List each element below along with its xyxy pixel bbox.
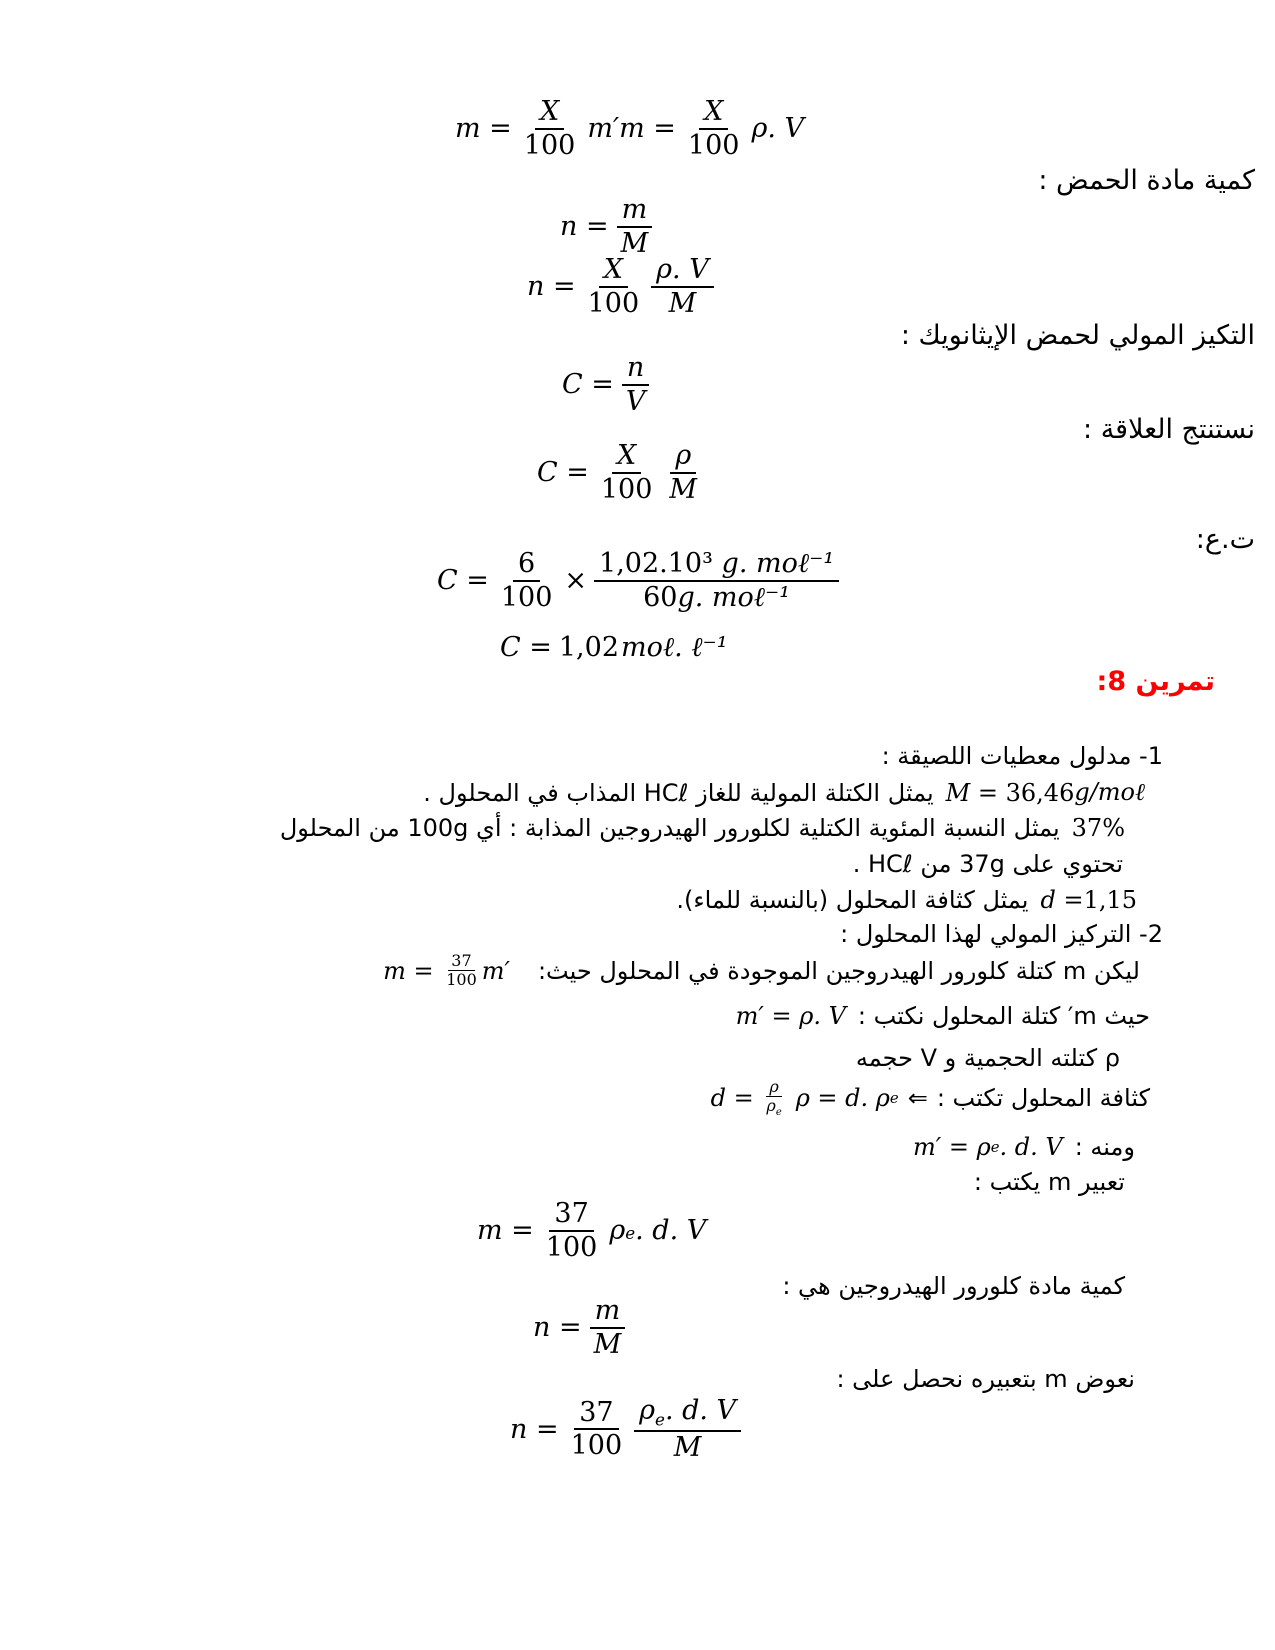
line-density (676, 886, 1137, 914)
equation-mass-from-percent (455, 96, 804, 162)
line-hence (913, 1133, 1135, 1161)
line-text: كثافة المحلول تكتب : (936, 1084, 1150, 1113)
line-density-relation (711, 1078, 1150, 1119)
equation-concentration-def (562, 352, 650, 418)
fraction: $\frac{m}{M}$ (616, 194, 654, 260)
line-contains-37g (853, 850, 1123, 878)
math-lhs: C = (562, 369, 614, 401)
inline-formula-m: m = $\frac{37}{100}$ m′ (383, 951, 510, 990)
math-lhs: m = (455, 113, 512, 145)
inline-formula-rho: ρ = d. ρ e (795, 1084, 899, 1113)
inline-math: m′ = ρ e . d. V (913, 1133, 1063, 1161)
exercise-8-title (1097, 666, 1215, 697)
line-text: يمثل النسبة المئوية الكتلية لكلورور الهيدروجين المذابة : أي 100g من المحلول (279, 814, 1060, 842)
math-lhs: C = (537, 457, 589, 489)
line-text: نعوض m بتعبيره نحصل على : (836, 1365, 1135, 1393)
fraction: $\frac{\rho}{M}$ (669, 440, 698, 505)
math-tail: ρ. V (751, 113, 804, 145)
line-molar-mass (423, 778, 1145, 807)
equation-mole-amount (560, 194, 653, 260)
math-lhs: n = (527, 271, 576, 303)
equation-final-mole (510, 1395, 741, 1464)
equation-result (500, 632, 728, 663)
line-substitute-m (836, 1365, 1135, 1393)
math-tail: ρ e . d. V (609, 1215, 707, 1247)
math-lhs: m = (477, 1215, 534, 1247)
fraction: $\frac{\rho. V}{M}$ (651, 254, 714, 320)
fraction: $\frac{m}{M}$ (589, 1295, 627, 1361)
title-text: تمرين 8: (1096, 666, 1215, 697)
heading-text: التكيز المولي لحمض الإيثانويك : (900, 320, 1255, 351)
line-text: حيث m′ كتلة المحلول نكتب : (857, 1002, 1150, 1030)
fraction: $\frac{X}{100}$ (523, 96, 576, 161)
fraction: $\frac{6}{100}$ (500, 548, 553, 613)
heading-text: كمية مادة الحمض : (1038, 165, 1255, 196)
left-double-arrow-icon: ⇐ (907, 1084, 928, 1113)
math-value: 1,02 (558, 632, 619, 663)
line-text: 1- مدلول معطيات اللصيقة : (881, 742, 1163, 770)
line-expression-of-m (974, 1168, 1125, 1196)
line-text: يمثل كثافة المحلول (بالنسبة للماء). (676, 886, 1029, 914)
math-lhs: n = (560, 211, 609, 243)
line-text: 2- التركيز المولي لهذا المحلول : (840, 920, 1163, 948)
heading-numeric-application (1196, 524, 1255, 555)
inline-math: m′ = ρ. V (735, 1002, 846, 1030)
inline-math: M = 36,46 g/moℓ (945, 778, 1145, 807)
fraction: $\frac{37}{100}$ (545, 1198, 598, 1263)
fraction: $\frac{X}{100}$ (687, 96, 740, 161)
line-label-data-meaning (882, 742, 1163, 770)
heading-acid-amount (1038, 165, 1255, 196)
equation-numeric-application (437, 548, 839, 614)
fraction: $\frac{X}{100}$ (587, 254, 640, 319)
heading-text: ت.ع: (1195, 524, 1255, 555)
math-unit: moℓ. ℓ⁻¹ (621, 632, 728, 663)
line-molar-concentration-item (840, 920, 1163, 948)
line-solution-mass (736, 1002, 1150, 1030)
fraction: $\frac{\rho_e. d. V}{M}$ (634, 1395, 741, 1464)
math-mid: m′m = (587, 113, 676, 145)
inline-formula-d: d = $\frac{\rho}{\rho_e}$ (711, 1078, 787, 1119)
heading-molar-concentration (901, 320, 1255, 351)
fraction: $\frac{n}{V}$ (621, 352, 651, 418)
fraction: $\frac{\rho}{\rho_e}$ (766, 1077, 782, 1119)
math-lhs: n = (510, 1413, 559, 1445)
line-amount-hcl (782, 1272, 1125, 1300)
line-volumetric-mass (856, 1044, 1120, 1072)
math-lhs: n = (533, 1312, 582, 1344)
line-mass-percentage (280, 814, 1125, 842)
inline-math: d = 1,15 (1040, 886, 1137, 914)
heading-deduce-relation (1083, 414, 1255, 445)
line-text: ρ كتلته الحجمية و V حجمه (855, 1044, 1120, 1072)
equation-mole-def (533, 1295, 626, 1361)
inline-math: 37% (1071, 814, 1125, 842)
fraction: $\frac{37}{100}$ (446, 951, 477, 990)
math-lhs: C = (500, 632, 552, 663)
math-lhs: C = (437, 565, 489, 597)
line-text: تحتوي على 37g من HCℓ . (852, 850, 1123, 878)
line-text: تعبير m يكتب : (973, 1168, 1125, 1196)
line-text: يمثل الكتلة المولية للغاز HCℓ المذاب في المحلول . (423, 778, 934, 807)
equation-mass-expression (477, 1198, 706, 1264)
equation-concentration-relation (537, 440, 702, 506)
line-text: كمية مادة كلورور الهيدروجين هي : (782, 1272, 1125, 1300)
line-let-m (383, 952, 1140, 990)
line-text: ليكن m كتلة كلورور الهيدروجين الموجودة في المحلول حيث: (537, 956, 1140, 985)
times-sign: × (564, 565, 588, 597)
heading-text: نستنتج العلاقة : (1083, 414, 1255, 445)
line-text: ومنه : (1074, 1133, 1135, 1161)
fraction: $\frac{X}{100}$ (600, 440, 653, 505)
fraction: $\frac{\text{1,02.10³ g. moℓ⁻¹}}{\text{60g. moℓ⁻¹}}$ (594, 548, 839, 614)
equation-mole-expanded (527, 254, 714, 320)
fraction: $\frac{37}{100}$ (570, 1396, 623, 1462)
